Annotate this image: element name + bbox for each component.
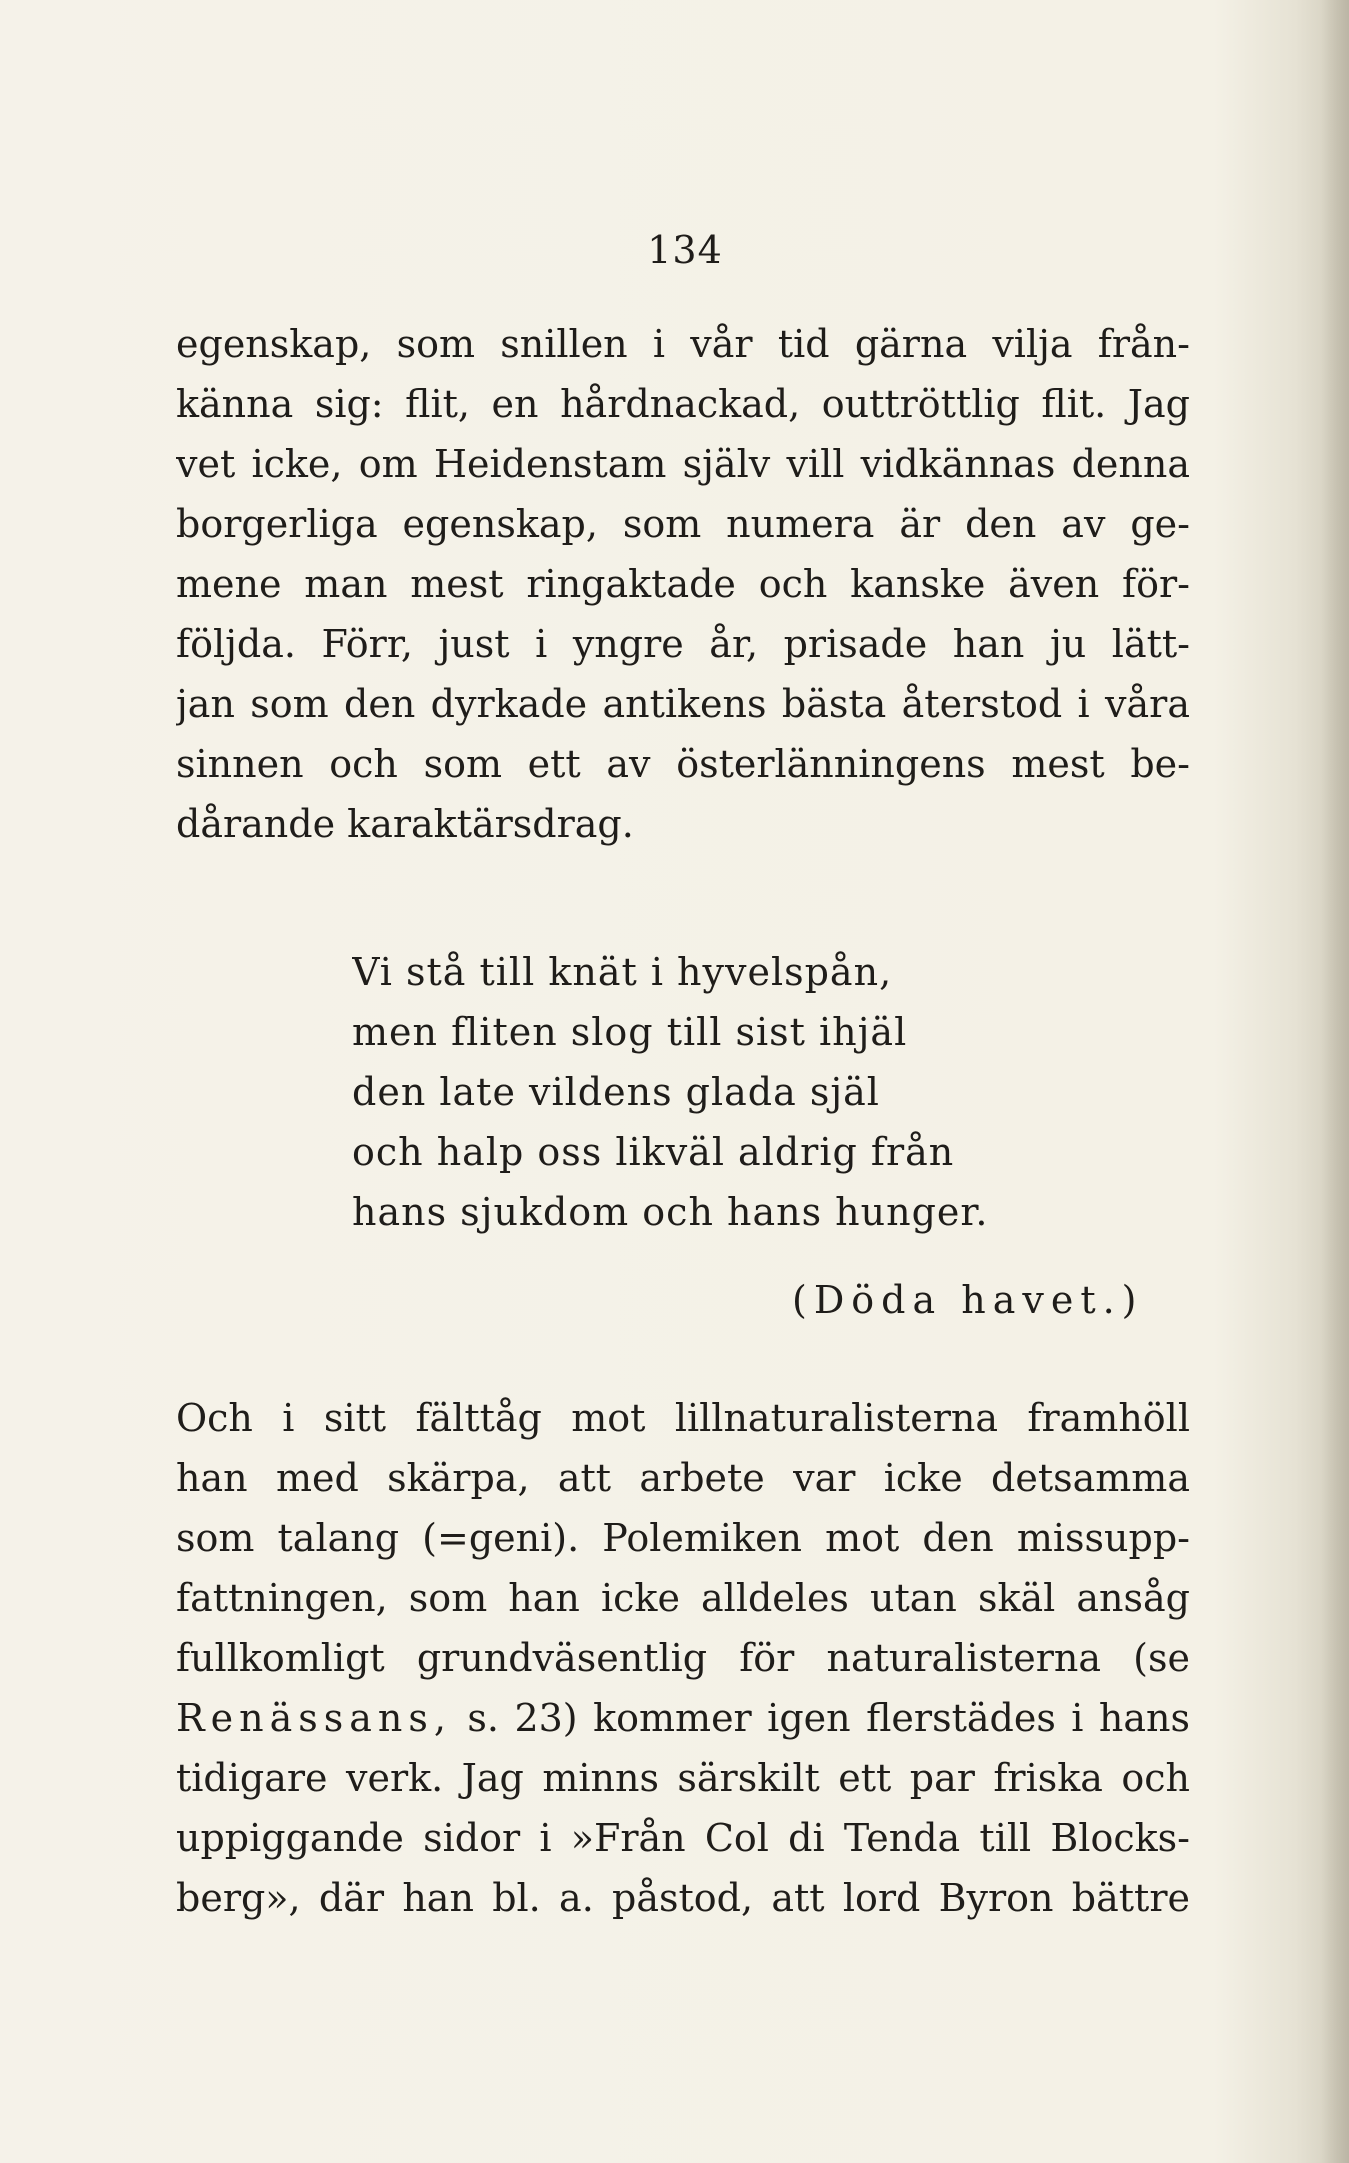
poem-source: (Döda havet.) (792, 1278, 1144, 1322)
paragraph-line: fullkomligt grundväsentlig för naturalisterna (se (176, 1636, 1190, 1680)
poem-quote (352, 942, 1052, 1242)
page-number: 134 (647, 228, 723, 272)
paragraph-line: egenskap, som snillen i vår tid gärna vilja från- (176, 322, 1190, 366)
poem-line: Vi stå till knät i hyvelspån, (352, 950, 893, 994)
paragraph-line: borgerliga egenskap, som numera är den av ge- (176, 502, 1190, 546)
paragraph-line: vet icke, om Heidenstam själv vill vidkännas denna (176, 442, 1190, 486)
paragraph-line (176, 1688, 1190, 1748)
page-edge-shadow (1321, 0, 1349, 2163)
paragraph-line: han med skärpa, att arbete var icke detsamma (176, 1456, 1190, 1500)
poem-line: men fliten slog till sist ihjäl (352, 1010, 908, 1054)
poem-line: och halp oss likväl aldrig från (352, 1130, 955, 1174)
paragraph-line: känna sig: flit, en hårdnackad, outtröttlig flit. Jag (176, 382, 1190, 426)
poem-line: hans sjukdom och hans hunger. (352, 1190, 989, 1234)
paragraph-line: Och i sitt fälttåg mot lillnaturalisterna framhöll (176, 1396, 1190, 1440)
paragraph-line: dårande karaktärsdrag. (176, 802, 634, 846)
paragraph-line: sinnen och som ett av österlänningens mest be- (176, 742, 1190, 786)
paragraph-line: följda. Förr, just i yngre år, prisade han ju lätt- (176, 622, 1190, 666)
paragraph-1 (176, 314, 1190, 854)
poem-line: den late vildens glada själ (352, 1070, 880, 1114)
paragraph-line: som talang (=geni). Polemiken mot den missupp- (176, 1516, 1190, 1560)
paragraph-line: jan som den dyrkade antikens bästa återstod i våra (176, 682, 1190, 726)
paragraph-line: berg», där han bl. a. påstod, att lord Byron bättre (176, 1876, 1190, 1920)
paragraph-line: tidigare verk. Jag minns särskilt ett par friska och (176, 1756, 1190, 1800)
paragraph-2 (176, 1388, 1190, 1928)
paragraph-line: mene man mest ringaktade och kanske även för- (176, 562, 1190, 606)
paragraph-line: uppiggande sidor i »Från Col di Tenda till Blocks- (176, 1816, 1190, 1860)
spaced-title: Renässans, (176, 1696, 452, 1740)
line-continuation: s. 23) kommer igen flerstädes i hans (451, 1696, 1190, 1740)
paragraph-line: fattningen, som han icke alldeles utan skäl ansåg (176, 1576, 1190, 1620)
